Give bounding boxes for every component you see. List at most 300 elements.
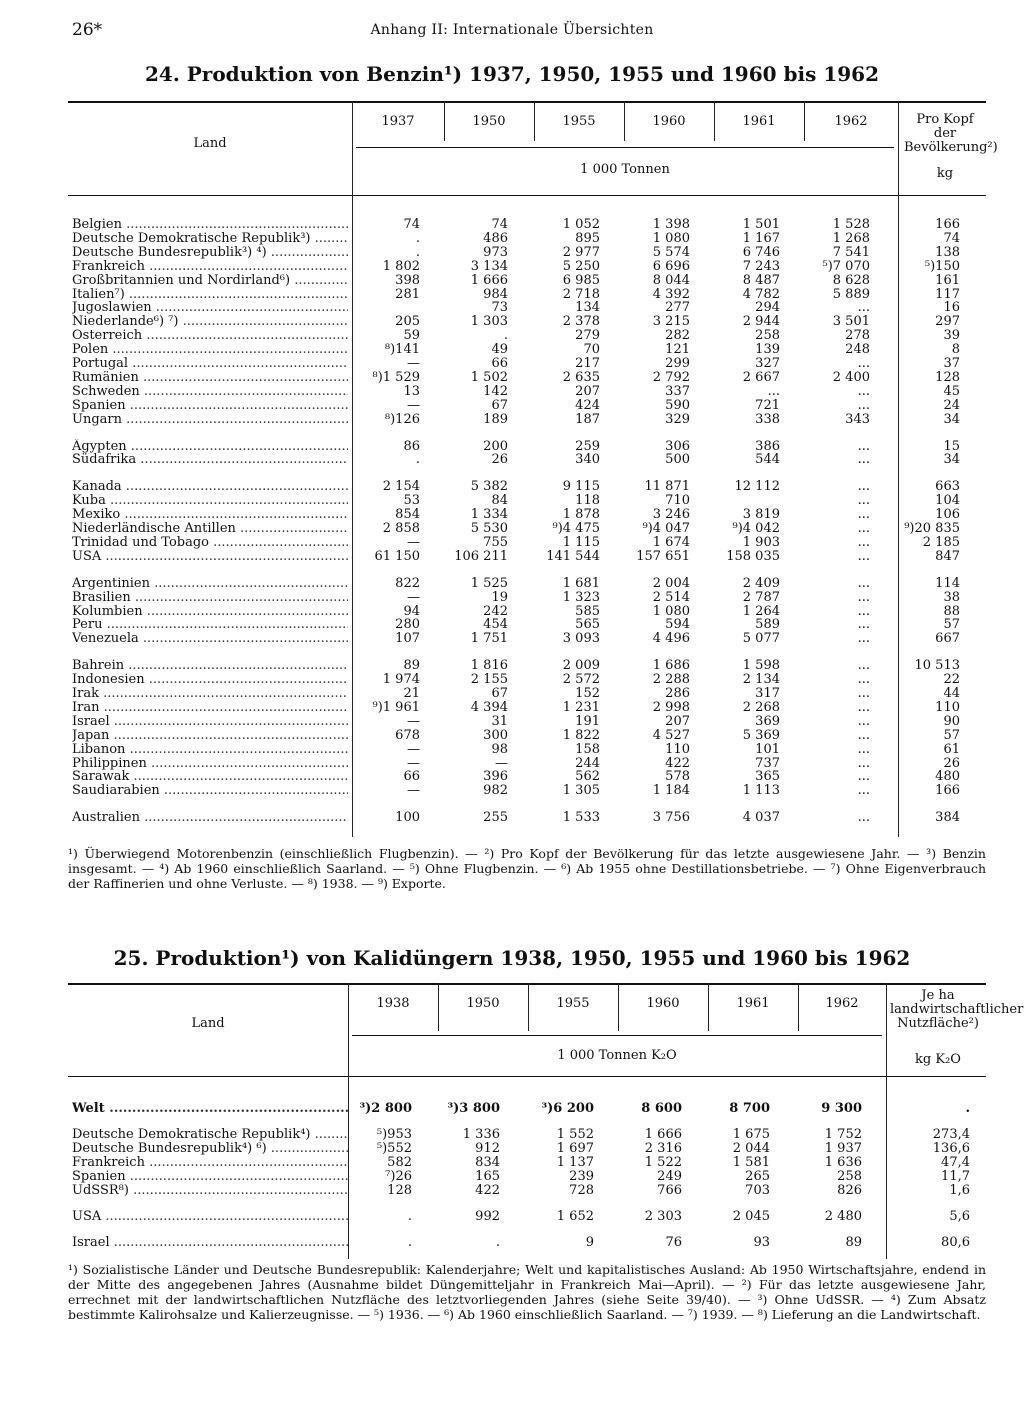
cell-value: 582 xyxy=(387,1155,412,1170)
cell-value: 2 792 xyxy=(652,369,690,385)
cell-value: 1 525 xyxy=(470,575,508,591)
cell-value: 152 xyxy=(575,686,600,701)
cell-value: 5 530 xyxy=(470,521,508,536)
cell-value: 161 xyxy=(935,272,960,288)
cell-value: ... xyxy=(857,617,870,633)
cell-value: 5 574 xyxy=(652,244,690,260)
cell-value: 74 xyxy=(491,217,508,232)
cell-value: ³)6 200 xyxy=(541,1101,594,1116)
cell-value: 737 xyxy=(755,755,780,771)
cell-value: 59 xyxy=(403,328,420,344)
table-row xyxy=(68,700,986,715)
cell-value: 187 xyxy=(575,411,600,427)
cell-value: 128 xyxy=(387,1183,412,1198)
cell-value: ... xyxy=(857,383,870,399)
cell-value: 4 496 xyxy=(652,631,690,647)
cell-value: 2 288 xyxy=(652,672,690,688)
cell-value: 578 xyxy=(665,769,690,785)
cell-value: 1 686 xyxy=(652,658,690,674)
cell-value: 2 268 xyxy=(742,699,780,715)
cell-value: 721 xyxy=(755,397,780,413)
cell-value: 1 522 xyxy=(644,1155,682,1170)
cell-value: 138 xyxy=(935,244,960,260)
cell-value: ... xyxy=(857,548,870,564)
per-capita-header: Pro Kopf der Bevölkerung²) xyxy=(904,112,998,155)
cell-value: 273,4 xyxy=(932,1127,970,1142)
cell-value: 365 xyxy=(755,769,780,785)
cell-value: ³)2 800 xyxy=(359,1101,412,1116)
cell-value: ⁵)953 xyxy=(376,1127,412,1142)
cell-value: 3 093 xyxy=(562,631,600,647)
row-label: Jugoslawien ..... xyxy=(72,300,348,315)
cell-value: 1 303 xyxy=(470,314,508,330)
cell-value: 26 xyxy=(491,452,508,468)
table-row xyxy=(68,384,986,399)
cell-value: 16 xyxy=(943,300,960,316)
cell-value: 101 xyxy=(755,741,780,757)
year-header-1960: 1960 xyxy=(646,996,680,1011)
cell-value: 1 675 xyxy=(732,1127,770,1142)
cell-value: 317 xyxy=(755,686,780,701)
table-row xyxy=(68,631,986,646)
cell-value: 912 xyxy=(475,1141,500,1156)
cell-value: . xyxy=(407,1209,412,1224)
cell-value: 9 xyxy=(585,1235,594,1250)
cell-value: 6 696 xyxy=(652,258,690,274)
cell-value: 74 xyxy=(943,230,960,246)
cell-value: ⁸)141 xyxy=(384,342,420,358)
table-row xyxy=(68,300,986,315)
cell-value: 1 816 xyxy=(470,658,508,674)
cell-value: ... xyxy=(857,493,870,509)
table-row xyxy=(68,658,986,673)
cell-value: 338 xyxy=(755,411,780,427)
cell-value: 299 xyxy=(665,356,690,371)
cell-value: 37 xyxy=(943,356,960,371)
row-label: Iran ..... xyxy=(72,700,348,715)
cell-value: 992 xyxy=(475,1209,500,1224)
cell-value: 49 xyxy=(491,342,508,358)
cell-value: 67 xyxy=(491,397,508,413)
page-number: 26* xyxy=(72,20,103,40)
year-header-1955: 1955 xyxy=(556,996,590,1011)
table-row xyxy=(68,1155,986,1170)
cell-value: 3 819 xyxy=(742,507,780,523)
row-label: Spanien ..... xyxy=(72,398,348,413)
table-row xyxy=(68,535,986,550)
row-label: Peru ..... xyxy=(72,617,348,632)
cell-value: 3 501 xyxy=(832,314,870,330)
cell-value: 297 xyxy=(935,314,960,330)
cell-value: . xyxy=(415,230,420,246)
cell-value: 1,6 xyxy=(949,1183,970,1198)
cell-value: 3 134 xyxy=(470,258,508,274)
cell-value: 121 xyxy=(665,342,690,358)
cell-value: 53 xyxy=(403,493,420,509)
cell-value: 1 937 xyxy=(824,1141,862,1156)
cell-value: ... xyxy=(857,479,870,495)
cell-value: 1 903 xyxy=(742,534,780,550)
cell-value: 100 xyxy=(395,810,420,826)
cell-value: 2 134 xyxy=(742,672,780,688)
col-land-header: Land xyxy=(193,136,227,151)
cell-value: 2 977 xyxy=(562,244,600,260)
cell-value: ⁸)1 529 xyxy=(372,369,420,385)
row-label: Ungarn ..... xyxy=(72,412,348,427)
cell-value: 26 xyxy=(943,755,960,771)
cell-value: 19 xyxy=(491,589,508,605)
cell-value: 5 077 xyxy=(742,631,780,647)
cell-value: — xyxy=(407,534,420,550)
cell-value: 9 115 xyxy=(562,479,600,495)
cell-value: 1 268 xyxy=(832,230,870,246)
cell-value: 47,4 xyxy=(941,1155,970,1170)
cell-value: . xyxy=(415,244,420,260)
table-row xyxy=(68,452,986,467)
table-row xyxy=(68,1209,986,1224)
row-label: Japan ..... xyxy=(72,728,348,743)
cell-value: 11 871 xyxy=(644,479,690,495)
cell-value: 11,7 xyxy=(941,1169,970,1184)
cell-value: 106 xyxy=(935,507,960,523)
row-label: Ägypten ..... xyxy=(72,439,348,454)
cell-value: 89 xyxy=(845,1235,862,1250)
cell-value: 1 533 xyxy=(562,810,600,826)
cell-value: 585 xyxy=(575,603,600,619)
cell-value: ... xyxy=(857,521,870,536)
cell-value: ⁸)126 xyxy=(384,411,420,427)
table-row xyxy=(68,1141,986,1156)
cell-value: 142 xyxy=(483,383,508,399)
table-row xyxy=(68,604,986,619)
table-row xyxy=(68,756,986,771)
cell-value: 847 xyxy=(935,548,960,564)
cell-value: 300 xyxy=(483,727,508,743)
cell-value: ... xyxy=(857,686,870,701)
row-label: Bahrein ..... xyxy=(72,658,348,673)
per-ha-unit: kg K₂O xyxy=(915,1052,961,1067)
cell-value: 2 635 xyxy=(562,369,600,385)
row-label: Belgien ..... xyxy=(72,217,348,232)
table-row xyxy=(68,617,986,632)
table-row xyxy=(68,728,986,743)
cell-value: 89 xyxy=(403,658,420,674)
table-25-footnotes: ¹) Sozialistische Länder und Deutsche Bundesrepublik: Kalenderjahre; Welt und kapitalistisches Ausland: Ab 1950 Wirtschaftsjahre, endend in der Mitte des angegebenen Jahres (Ausnahme bildet Düngemitteljahr in Frankreich Mai—April). — ²) Für das letzte ausgewiesene Jahr, errechnet mit der landwirtschaftlichen Nutzfläche des letztvorliegenden Jahres (siehe Seite 39/40). — ³) Ohne UdSSR. — ⁴) Zum Absatz bestimmte Kalirohsalze und Kalierzeugnisse. — ⁵) 1936. — ⁶) Ab 1960 einschließlich Saarland. — ⁷) 1939. — ⁸) Lieferung an die Landwirtschaft. xyxy=(68,1262,986,1322)
cell-value: ... xyxy=(857,397,870,413)
cell-value: . xyxy=(407,1235,412,1250)
cell-value: 1 115 xyxy=(562,534,600,550)
cell-value: 286 xyxy=(665,686,690,701)
cell-value: 565 xyxy=(575,617,600,633)
table-row xyxy=(68,1101,986,1116)
cell-value: 6 746 xyxy=(742,244,780,260)
row-label: USA ..... xyxy=(72,549,348,564)
cell-value: 755 xyxy=(483,534,508,550)
cell-value: 2 045 xyxy=(732,1209,770,1224)
cell-value: 134 xyxy=(575,300,600,316)
cell-value: 158 035 xyxy=(726,548,780,564)
cell-value: ... xyxy=(857,603,870,619)
cell-value: 454 xyxy=(483,617,508,633)
table-row xyxy=(68,769,986,784)
cell-value: 207 xyxy=(665,713,690,729)
row-label: Kolumbien ..... xyxy=(72,604,348,619)
cell-value: 191 xyxy=(575,713,600,729)
row-label: Sarawak ..... xyxy=(72,769,348,784)
cell-value: 1 598 xyxy=(742,658,780,674)
cell-value: 84 xyxy=(491,493,508,509)
cell-value: 157 651 xyxy=(636,548,690,564)
table-24-footnotes: ¹) Überwiegend Motorenbenzin (einschließlich Flugbenzin). — ²) Pro Kopf der Bevölkerung für das letzte ausgewiesene Jahr. — ³) Benzin insgesamt. — ⁴) Ab 1960 einschließlich Saarland. — ⁵) Ohne Flugbenzin. — ⁶) Ab 1955 ohne Destillationsbetriebe. — ⁷) Ohne Eigenverbrauch der Raffinerien und ohne Verluste. — ⁸) 1938. — ⁹) Exporte. xyxy=(68,846,986,891)
row-label: Südafrika ..... xyxy=(72,452,348,467)
row-label: UdSSR⁸) ..... xyxy=(72,1183,348,1198)
table-row xyxy=(68,686,986,701)
cell-value: 2 667 xyxy=(742,369,780,385)
year-header-1961: 1961 xyxy=(736,996,770,1011)
cell-value: 1 167 xyxy=(742,230,780,246)
row-label: Deutsche Bundesrepublik⁴) ⁶) ..... xyxy=(72,1141,348,1156)
cell-value: 594 xyxy=(665,617,690,633)
cell-value: ³)3 800 xyxy=(447,1101,500,1116)
cell-value: 189 xyxy=(483,411,508,427)
cell-value: 265 xyxy=(745,1169,770,1184)
table-row xyxy=(68,217,986,232)
table-row xyxy=(68,493,986,508)
cell-value: ... xyxy=(857,713,870,729)
cell-value: 854 xyxy=(395,507,420,523)
row-label: USA ..... xyxy=(72,1209,348,1224)
cell-value: 1 802 xyxy=(382,258,420,274)
cell-value: 61 xyxy=(943,741,960,757)
table-row xyxy=(68,287,986,302)
table-row xyxy=(68,328,986,343)
cell-value: 384 xyxy=(935,810,960,826)
cell-value: 258 xyxy=(837,1169,862,1184)
cell-value: 15 xyxy=(943,438,960,454)
row-label: Frankreich ..... xyxy=(72,259,348,274)
row-label: Großbritannien und Nordirland⁶) ..... xyxy=(72,273,348,288)
cell-value: 329 xyxy=(665,411,690,427)
cell-value: 128 xyxy=(935,369,960,385)
cell-value: 1 652 xyxy=(556,1209,594,1224)
cell-value: 1 323 xyxy=(562,589,600,605)
top-rule xyxy=(68,101,986,103)
cell-value: . xyxy=(965,1101,970,1116)
cell-value: 110 xyxy=(935,699,960,715)
row-label: Israel ..... xyxy=(72,714,348,729)
cell-value: 205 xyxy=(395,314,420,330)
cell-value: 248 xyxy=(845,342,870,358)
cell-value: 562 xyxy=(575,769,600,785)
cell-value: 1 080 xyxy=(652,230,690,246)
cell-value: 1 184 xyxy=(652,783,690,799)
cell-value: 982 xyxy=(483,783,508,799)
cell-value: 66 xyxy=(491,356,508,371)
cell-value: 2 409 xyxy=(742,575,780,591)
cell-value: 5 889 xyxy=(832,286,870,302)
table-row xyxy=(68,273,986,288)
cell-value: 1 878 xyxy=(562,507,600,523)
cell-value: ... xyxy=(857,810,870,826)
cell-value: 4 782 xyxy=(742,286,780,302)
per-capita-unit: kg xyxy=(936,166,954,181)
cell-value: 165 xyxy=(475,1169,500,1184)
cell-value: 500 xyxy=(665,452,690,468)
cell-value: 7 541 xyxy=(832,244,870,260)
table-row xyxy=(68,370,986,385)
cell-value: ... xyxy=(857,658,870,674)
cell-value: 2 044 xyxy=(732,1141,770,1156)
cell-value: 1 666 xyxy=(644,1127,682,1142)
row-label: Argentinien ..... xyxy=(72,576,348,591)
cell-value: 895 xyxy=(575,230,600,246)
cell-value: — xyxy=(407,741,420,757)
cell-value: ... xyxy=(857,438,870,454)
cell-value: 2 998 xyxy=(652,699,690,715)
cell-value: 3 246 xyxy=(652,507,690,523)
cell-value: . xyxy=(415,452,420,468)
cell-value: ... xyxy=(857,452,870,468)
cell-value: 1 305 xyxy=(562,783,600,799)
cell-value: — xyxy=(407,397,420,413)
cell-value: 70 xyxy=(583,342,600,358)
table-row xyxy=(68,439,986,454)
cell-value: 217 xyxy=(575,356,600,371)
cell-value: 826 xyxy=(837,1183,862,1198)
cell-value: 61 150 xyxy=(374,548,420,564)
cell-value: 1 822 xyxy=(562,727,600,743)
cell-value: 1 636 xyxy=(824,1155,862,1170)
cell-value: 337 xyxy=(665,383,690,399)
cell-value: 663 xyxy=(935,479,960,495)
cell-value: 39 xyxy=(943,328,960,344)
cell-value: 4 392 xyxy=(652,286,690,302)
table-row xyxy=(68,576,986,591)
table-row xyxy=(68,549,986,564)
table-row xyxy=(68,783,986,798)
cell-value: 80,6 xyxy=(941,1235,970,1250)
year-header-1962: 1962 xyxy=(825,996,859,1011)
table-row xyxy=(68,259,986,274)
cell-value: 2 858 xyxy=(382,521,420,536)
cell-value: 45 xyxy=(943,383,960,399)
cell-value: 88 xyxy=(943,603,960,619)
cell-value: ... xyxy=(857,783,870,799)
top-rule xyxy=(68,983,986,985)
cell-value: 106 211 xyxy=(454,548,508,564)
cell-value: ⁹)4 042 xyxy=(732,521,780,536)
cell-value: 1 398 xyxy=(652,217,690,232)
cell-value: 2 480 xyxy=(824,1209,862,1224)
cell-value: 822 xyxy=(395,575,420,591)
unit-header: 1 000 Tonnen K₂O xyxy=(557,1048,677,1063)
table-row xyxy=(68,1183,986,1198)
cell-value: 1 581 xyxy=(732,1155,770,1170)
cell-value: 1 751 xyxy=(470,631,508,647)
cell-value: ⁵)552 xyxy=(376,1141,412,1156)
cell-value: 728 xyxy=(569,1183,594,1198)
cell-value: 424 xyxy=(575,397,600,413)
cell-value: 386 xyxy=(755,438,780,454)
row-label: Deutsche Bundesrepublik³) ⁴) ..... xyxy=(72,245,348,260)
cell-value: 5 369 xyxy=(742,727,780,743)
year-header-1950: 1950 xyxy=(472,114,506,129)
cell-value: . xyxy=(495,1235,500,1250)
cell-value: 1 264 xyxy=(742,603,780,619)
row-label: Saudiarabien ..... xyxy=(72,783,348,798)
row-label: Indonesien ..... xyxy=(72,672,348,687)
cell-value: 7 243 xyxy=(742,258,780,274)
table-25-title: 25. Produktion¹) von Kalidüngern 1938, 1950, 1955 und 1960 bis 1962 xyxy=(113,946,911,970)
cell-value: 2 400 xyxy=(832,369,870,385)
cell-value: 9 300 xyxy=(821,1101,862,1116)
cell-value: ... xyxy=(857,727,870,743)
row-label: Italien⁷) ..... xyxy=(72,287,348,302)
cell-value: 5,6 xyxy=(949,1209,970,1224)
cell-value: 249 xyxy=(657,1169,682,1184)
cell-value: 2 316 xyxy=(644,1141,682,1156)
row-label: Kanada ..... xyxy=(72,479,348,494)
table-row xyxy=(68,1169,986,1184)
cell-value: 117 xyxy=(935,286,960,302)
cell-value: 703 xyxy=(745,1183,770,1198)
cell-value: 10 513 xyxy=(914,658,960,674)
cell-value: 4 037 xyxy=(742,810,780,826)
cell-value: 2 787 xyxy=(742,589,780,605)
table-row xyxy=(68,245,986,260)
table-row xyxy=(68,742,986,757)
cell-value: 57 xyxy=(943,617,960,633)
cell-value: 136,6 xyxy=(932,1141,970,1156)
cell-value: 110 xyxy=(665,741,690,757)
row-label: Irak ..... xyxy=(72,686,348,701)
year-header-1955: 1955 xyxy=(562,114,596,129)
row-label: Israel ..... xyxy=(72,1235,348,1250)
cell-value: 4 394 xyxy=(470,699,508,715)
cell-value: 327 xyxy=(755,356,780,371)
cell-value: 24 xyxy=(943,397,960,413)
row-label: Kuba ..... xyxy=(72,493,348,508)
cell-value: 544 xyxy=(755,452,780,468)
cell-value: 294 xyxy=(755,300,780,316)
cell-value: ... xyxy=(857,356,870,371)
cell-value: 104 xyxy=(935,493,960,509)
cell-value: ... xyxy=(857,631,870,647)
cell-value: 86 xyxy=(403,438,420,454)
cell-value: 57 xyxy=(943,727,960,743)
cell-value: ... xyxy=(857,699,870,715)
year-header-1961: 1961 xyxy=(742,114,776,129)
table-row xyxy=(68,590,986,605)
cell-value: 343 xyxy=(845,411,870,427)
year-header-1938: 1938 xyxy=(376,996,410,1011)
cell-value: 94 xyxy=(403,603,420,619)
cell-value: 590 xyxy=(665,397,690,413)
cell-value: — xyxy=(407,755,420,771)
cell-value: 1 697 xyxy=(556,1141,594,1156)
cell-value: 2 944 xyxy=(742,314,780,330)
cell-value: 1 528 xyxy=(832,217,870,232)
cell-value: 422 xyxy=(665,755,690,771)
cell-value: 255 xyxy=(483,810,508,826)
cell-value: 166 xyxy=(935,217,960,232)
cell-value: ... xyxy=(767,383,780,399)
table-row xyxy=(68,342,986,357)
year-header-1960: 1960 xyxy=(652,114,686,129)
cell-value: 31 xyxy=(491,713,508,729)
header-bottom-rule xyxy=(68,1076,986,1077)
cell-value: 1 974 xyxy=(382,672,420,688)
